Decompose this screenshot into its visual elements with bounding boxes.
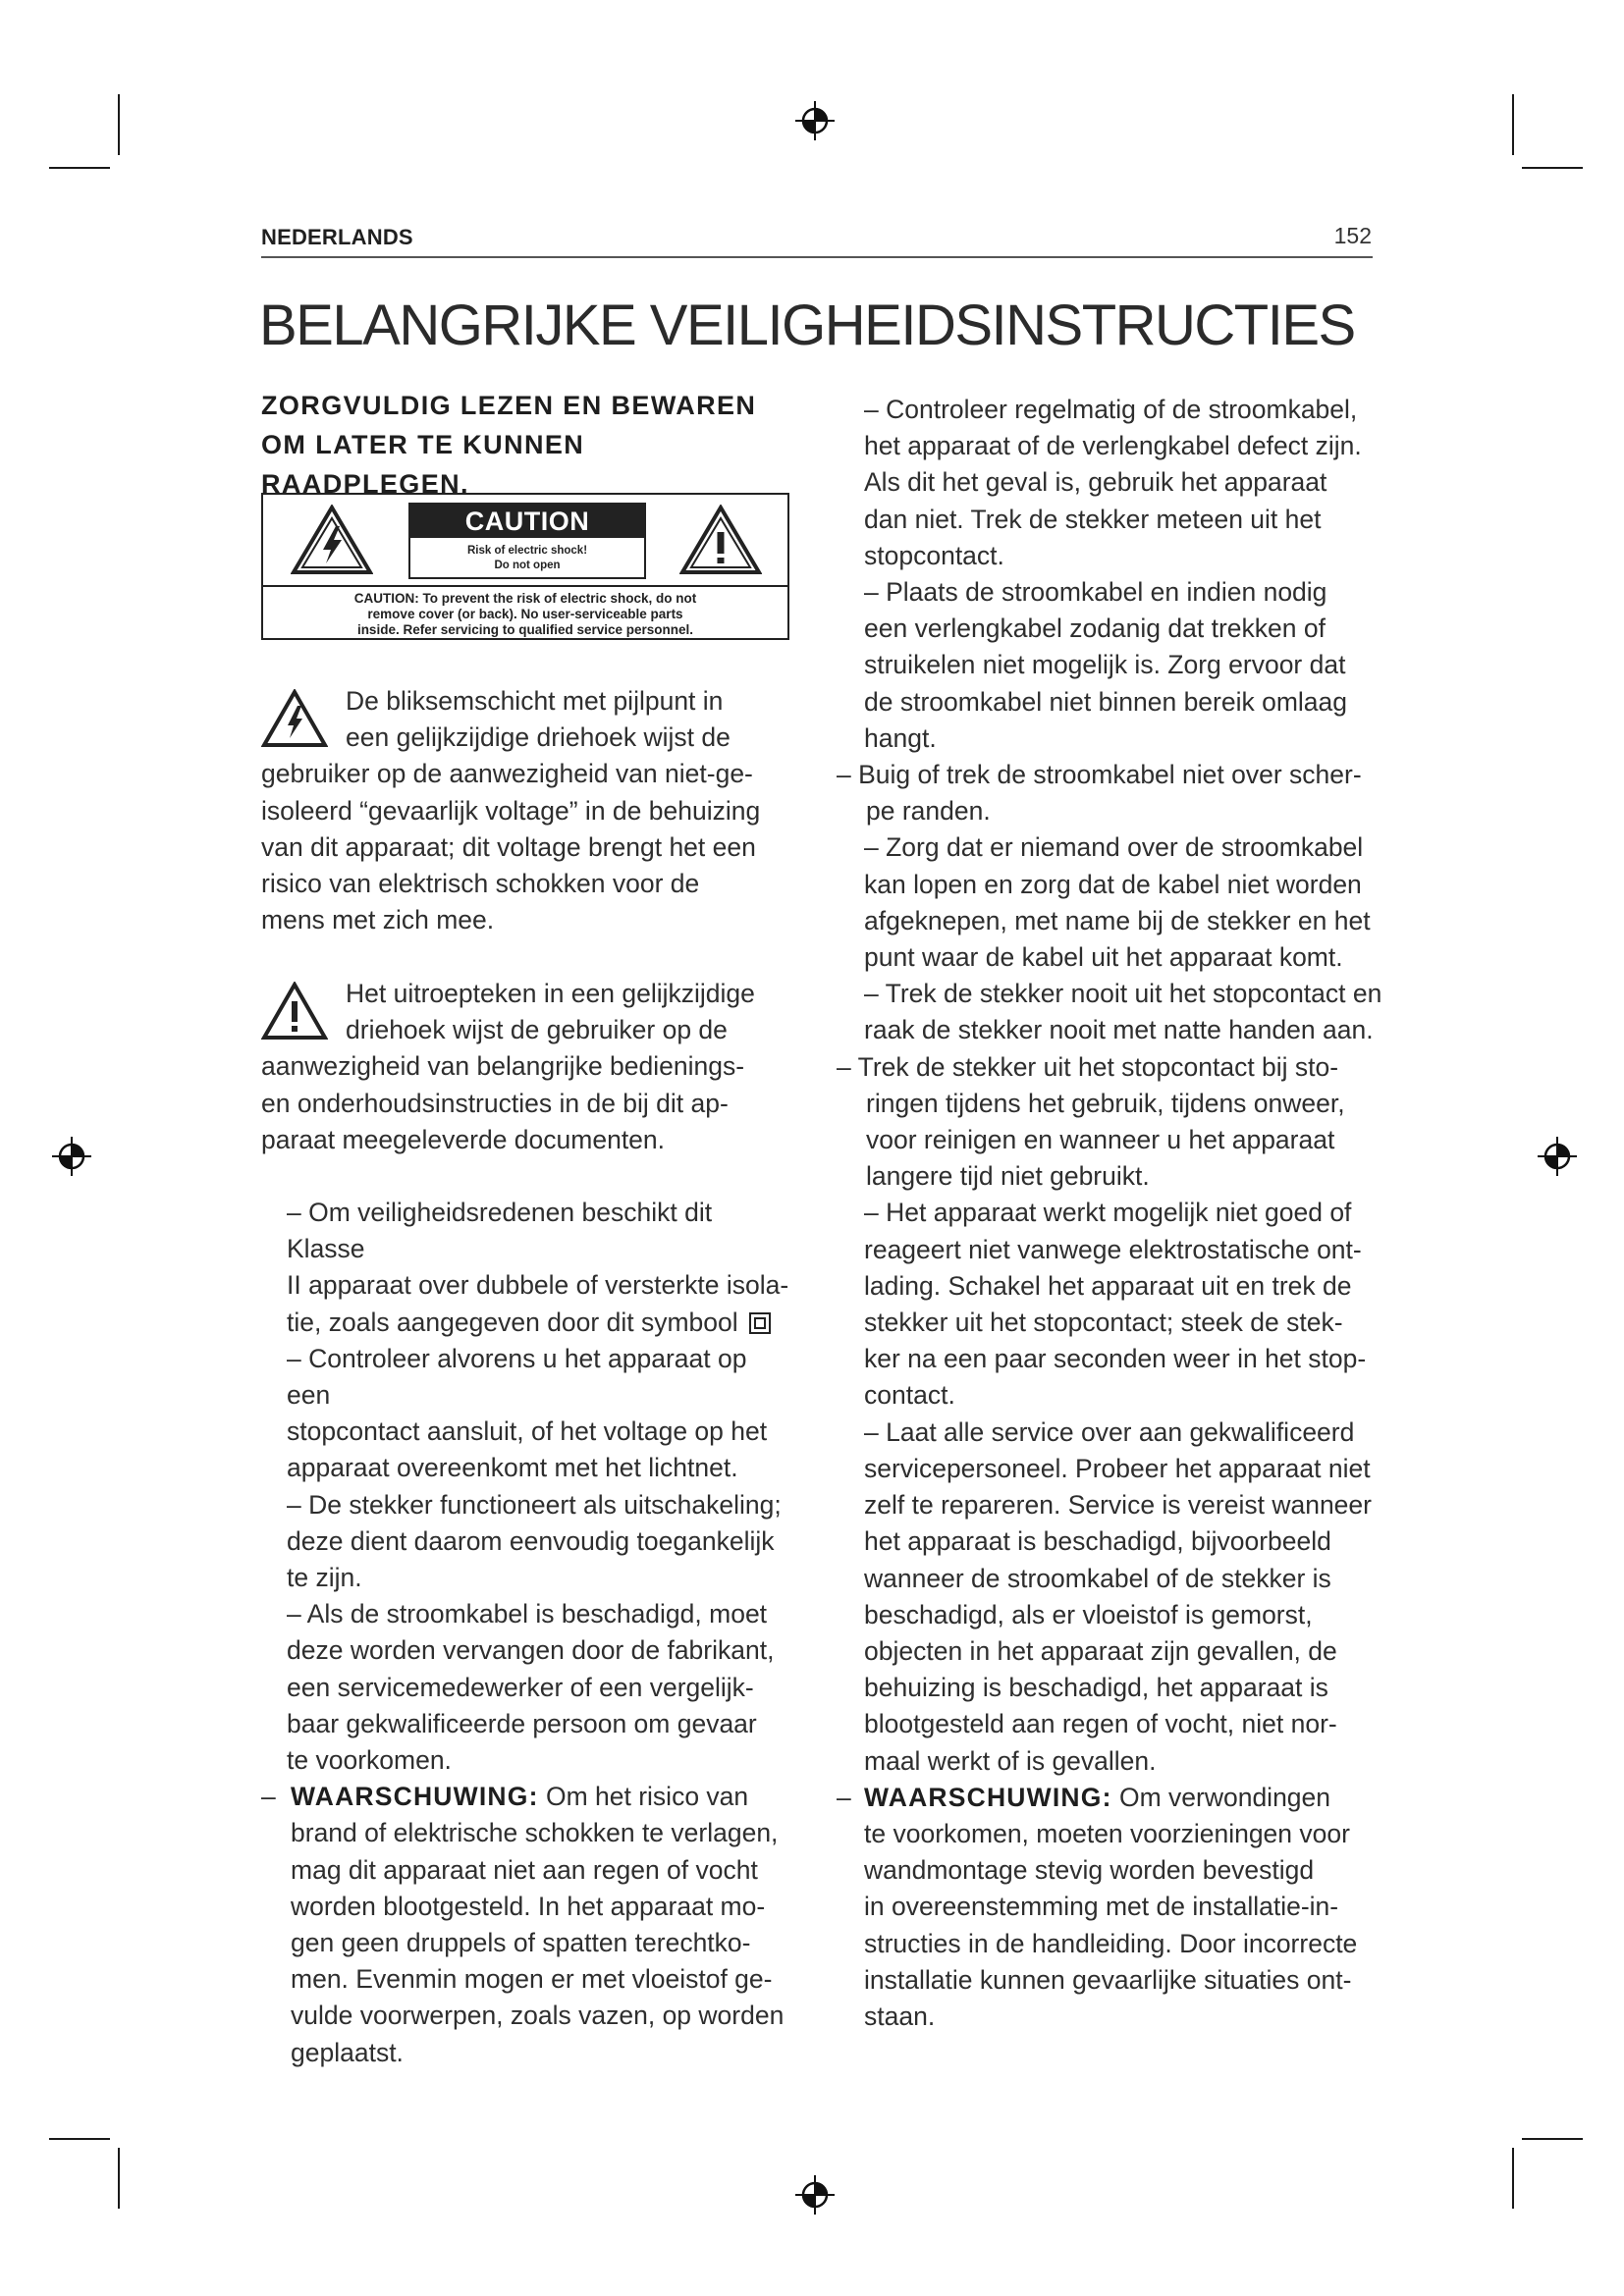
registration-mark-icon: [795, 2175, 835, 2215]
list-item: – Controleer regelmatig of de stroomkabel, het apparaat of de verlengkabel defect zijn. Als dit het geval is, gebruik het apparaat dan niet. Trek de stekker meteen uit het stopcontact.: [864, 395, 1362, 570]
registration-mark-icon: [1538, 1137, 1577, 1176]
caution-subline: Risk of electric shock!: [466, 545, 588, 557]
crop-mark: [1512, 94, 1514, 155]
list-item: – Plaats de stroomkabel en indien nodig een verlengkabel zodanig dat trekken of struikelen niet mogelijk is. Zorg ervoor dat de stroomkabel niet binnen bereik omlaag hangt.: [864, 577, 1348, 753]
registration-mark-icon: [795, 101, 835, 140]
caution-subline: Do not open: [494, 560, 561, 571]
crop-mark: [1522, 2138, 1583, 2140]
list-item: – Om veiligheidsredenen beschikt dit Klasse II apparaat over dubbele of versterkte isola- tie, zoals aangegeven door dit symbool: [287, 1198, 789, 1337]
list-item: – Trek de stekker uit het stopcontact bij sto- ringen tijdens het gebruik, tijdens onweer, voor reinigen en wanneer u het apparaat langere tijd niet gebruikt.: [837, 1051, 1345, 1192]
list-item: – Als de stroomkabel is beschadigd, moet deze worden vervangen door de fabrikant, een servicemedewerker of een vergelijk- baar gekwalificeerde persoon om gevaar te voorkomen.: [287, 1599, 775, 1776]
exclamation-triangle-icon: [679, 505, 762, 575]
left-column: [261, 386, 791, 504]
subheading: ZORGVULDIG LEZEN EN BEWAREN OM LATER TE KUNNEN RAADPLEGEN.: [261, 391, 757, 499]
right-column: [837, 392, 1394, 2035]
exclamation-description: Het uitroepteken in een gelijkzijdige driehoek wijst de gebruiker op de aanwezigheid van belangrijke bedienings- en onderhoudsinstructies in de bij dit ap- paraat meegeleverde documenten.: [261, 979, 755, 1154]
double-insulation-icon: [749, 1312, 771, 1334]
left-instructions: [261, 1195, 791, 2071]
warning-left: – WAARSCHUWING: Om het risico van brand of elektrische schokken te verlagen, mag dit apparaat niet aan regen of vocht worden blootgesteld. In het apparaat mo- gen geen druppels of spatten terechtko- men. Evenmin mogen er met vloeistof ge- vulde voorwerpen, zoals vazen, op worden geplaatst.: [261, 1782, 785, 2067]
caution-heading-box: [408, 503, 646, 579]
list-item: – Controleer alvorens u het apparaat op een stopcontact aansluit, of het voltage op het apparaat overeenkomt met het lichtnet.: [287, 1343, 768, 1483]
warning-right: – WAARSCHUWING: Om verwondingen te voorkomen, moeten voorzieningen voor wandmontage stevig worden bevestigd in overeenstemming met de installatie-in- structies in de handleiding. Door incorrecte installatie kunnen gevaarlijke situaties ont- staan.: [837, 1782, 1358, 2031]
warning-label: WAARSCHUWING:: [291, 1782, 539, 1812]
warning-label: WAARSCHUWING:: [864, 1782, 1112, 1812]
list-item: – Laat alle service over aan gekwalificeerd servicepersoneel. Probeer het apparaat niet zelf te repareren. Service is vereist wanneer het apparaat is beschadigd, bijvoorbeeld wanneer de stroomkabel of de stekker is beschadigd, als er vloeistof is gemorst, objecten in het apparaat zijn gevallen, de behuizing is beschadigd, het apparaat is blootgesteld aan regen of vocht, niet nor- maal werkt of is gevallen.: [864, 1416, 1372, 1776]
list-item: – Buig of trek de stroomkabel niet over scher- pe randen.: [837, 760, 1362, 827]
header-language: NEDERLANDS: [261, 225, 413, 249]
crop-mark: [1512, 2148, 1514, 2209]
lightning-triangle-icon: [291, 505, 373, 575]
list-item: – Het apparaat werkt mogelijk niet goed of reageert niet vanwege elektrostatische ont- lading. Schakel het apparaat uit en trek de stekker uit het stopcontact; steek de stek- ker na een paar seconden weer in het stop- contact.: [864, 1198, 1367, 1411]
crop-mark: [118, 2148, 120, 2209]
crop-mark: [1522, 167, 1583, 169]
crop-mark: [49, 2138, 110, 2140]
registration-mark-icon: [52, 1137, 91, 1176]
lightning-description: De bliksemschicht met pijlpunt in een gelijkzijdige driehoek wijst de gebruiker op de aanwezigheid van niet-ge- isoleerd “gevaarlijk voltage” in de behuizing van dit apparaat; dit voltage brengt het een risico van elektrisch schokken voor de mens met zich mee.: [261, 686, 761, 935]
crop-mark: [49, 167, 110, 169]
list-item: – Zorg dat er niemand over de stroomkabel kan lopen en zorg dat de kabel niet worden afgeknepen, met name bij de stekker en het punt waar de kabel uit het apparaat komt.: [864, 832, 1371, 973]
caution-label: [261, 493, 789, 640]
crop-mark: [118, 94, 120, 155]
header-divider: [261, 256, 1373, 258]
list-item: – De stekker functioneert als uitschakeling; deze dient daarom eenvoudig toegankelijk te zijn.: [287, 1489, 782, 1593]
caution-divider: [263, 585, 787, 587]
page-title: BELANGRIJKE VEILIGHEIDSINSTRUCTIES: [259, 294, 1355, 357]
list-item: – Trek de stekker nooit uit het stopcontact en raak de stekker nooit met natte handen aan.: [864, 979, 1382, 1045]
caution-body: CAUTION: To prevent the risk of electric shock, do not remove cover (or back). No user-serviceable parts inside. Refer servicing to qualified service personnel.: [353, 591, 697, 637]
page-number: 152: [1333, 223, 1372, 248]
caution-heading: CAUTION: [410, 505, 644, 538]
